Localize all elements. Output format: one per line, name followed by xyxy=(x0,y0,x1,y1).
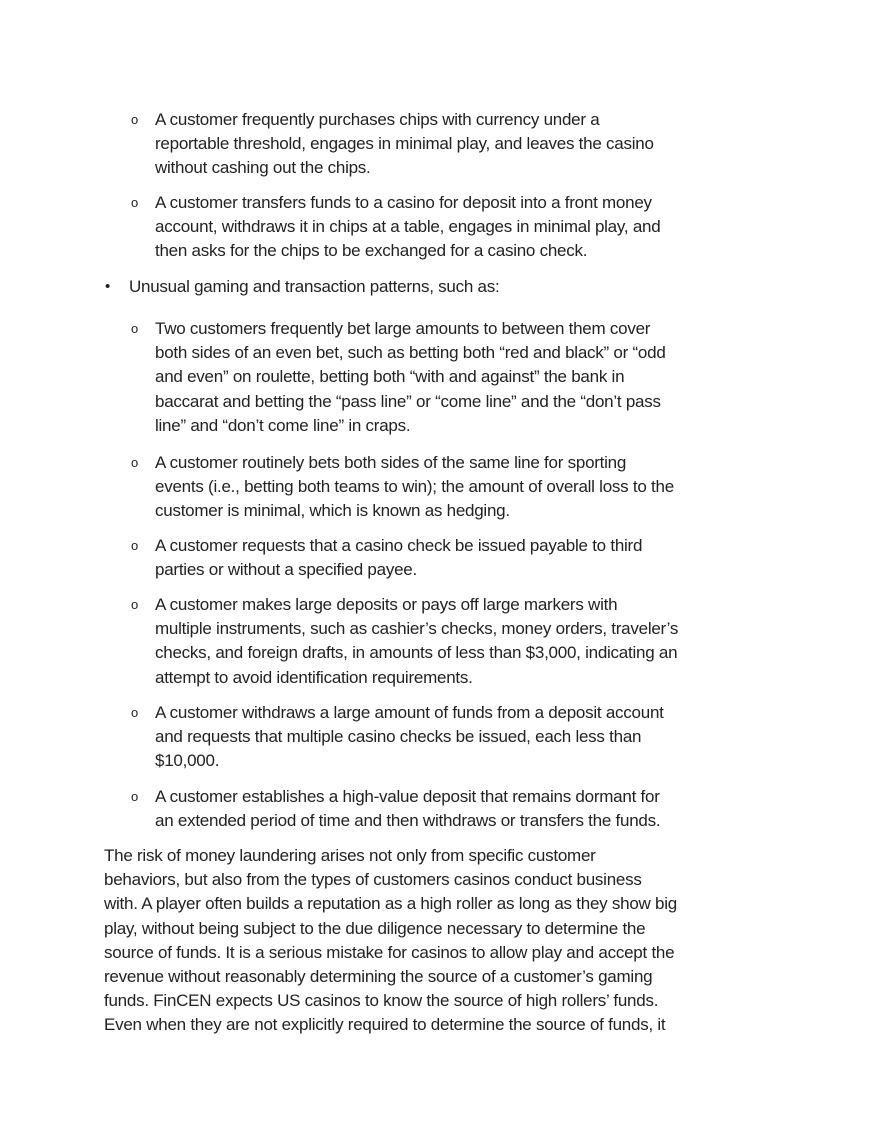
text-line: A customer makes large deposits or pays off large markers with xyxy=(155,595,618,614)
bullet-item xyxy=(105,275,500,299)
text-line: A customer transfers funds to a casino for deposit into a front money xyxy=(155,193,652,212)
sub-bullet-item xyxy=(131,534,643,582)
text-line: line” and “don’t come line” in craps. xyxy=(155,415,411,435)
text-line: funds. FinCEN expects US casinos to know the source of high rollers’ funds. xyxy=(104,991,659,1011)
sub-bullet-marker-icon: o xyxy=(131,455,138,470)
text-line: A customer frequently purchases chips with currency under a xyxy=(155,110,600,129)
sub-bullet-marker-icon: o xyxy=(131,789,138,804)
text-line: Even when they are not explicitly required to determine the source of funds, it xyxy=(104,1015,666,1035)
text-line: A customer establishes a high-value deposit that remains dormant for xyxy=(155,787,660,806)
text-line: events (i.e., betting both teams to win); the amount of overall loss to the xyxy=(155,477,674,497)
sub-bullet-item xyxy=(131,108,654,181)
text-line: $10,000. xyxy=(155,751,220,771)
text-line: A customer routinely bets both sides of the same line for sporting xyxy=(155,453,627,472)
text-line: play, without being subject to the due diligence necessary to determine the xyxy=(104,918,646,938)
text-line: both sides of an even bet, such as betting both “red and black” or “odd xyxy=(155,343,666,363)
sub-bullet-marker-icon: o xyxy=(131,195,138,210)
text-line: Unusual gaming and transaction patterns, such as: xyxy=(129,277,500,296)
body-paragraph xyxy=(104,844,677,1038)
text-line: A customer requests that a casino check be issued payable to third xyxy=(155,536,643,555)
sub-bullet-item xyxy=(131,317,666,438)
sub-bullet-marker-icon: o xyxy=(131,538,138,553)
text-line: source of funds. It is a serious mistake for casinos to allow play and accept the xyxy=(104,942,675,962)
sub-bullet-marker-icon: o xyxy=(131,112,138,127)
text-line: reportable threshold, engages in minimal play, and leaves the casino xyxy=(155,134,654,154)
sub-bullet-marker-icon: o xyxy=(131,705,138,720)
text-line: without cashing out the chips. xyxy=(155,158,371,178)
text-line: The risk of money laundering arises not only from specific customer xyxy=(104,846,596,865)
text-line: multiple instruments, such as cashier’s checks, money orders, traveler’s xyxy=(155,619,679,639)
text-line: Two customers frequently bet large amounts to between them cover xyxy=(155,319,651,338)
text-line: checks, and foreign drafts, in amounts of less than $3,000, indicating an xyxy=(155,643,678,663)
text-line: A customer withdraws a large amount of funds from a deposit account xyxy=(155,703,664,722)
sub-bullet-item xyxy=(131,785,661,833)
text-line: customer is minimal, which is known as hedging. xyxy=(155,501,510,521)
text-line: baccarat and betting the “pass line” or “come line” and the “don’t pass xyxy=(155,391,661,411)
sub-bullet-marker-icon: o xyxy=(131,597,138,612)
text-line: behaviors, but also from the types of customers casinos conduct business xyxy=(104,870,642,890)
text-line: parties or without a specified payee. xyxy=(155,560,417,580)
bullet-marker-icon: • xyxy=(105,278,111,295)
text-line: revenue without reasonably determining the source of a customer’s gaming xyxy=(104,967,653,987)
sub-bullet-item xyxy=(131,451,674,524)
text-line: attempt to avoid identification requirements. xyxy=(155,667,473,687)
text-line: an extended period of time and then withdraws or transfers the funds. xyxy=(155,811,661,831)
text-line: and requests that multiple casino checks be issued, each less than xyxy=(155,727,642,747)
sub-bullet-item xyxy=(131,191,661,264)
text-line: account, withdraws it in chips at a table, engages in minimal play, and xyxy=(155,217,661,237)
sub-bullet-marker-icon: o xyxy=(131,321,138,336)
sub-bullet-item xyxy=(131,593,679,690)
sub-bullet-item xyxy=(131,701,664,774)
text-line: and even” on roulette, betting both “with and against” the bank in xyxy=(155,367,625,387)
text-line: then asks for the chips to be exchanged for a casino check. xyxy=(155,241,588,261)
text-line: with. A player often builds a reputation as a high roller as long as they show big xyxy=(104,894,677,914)
